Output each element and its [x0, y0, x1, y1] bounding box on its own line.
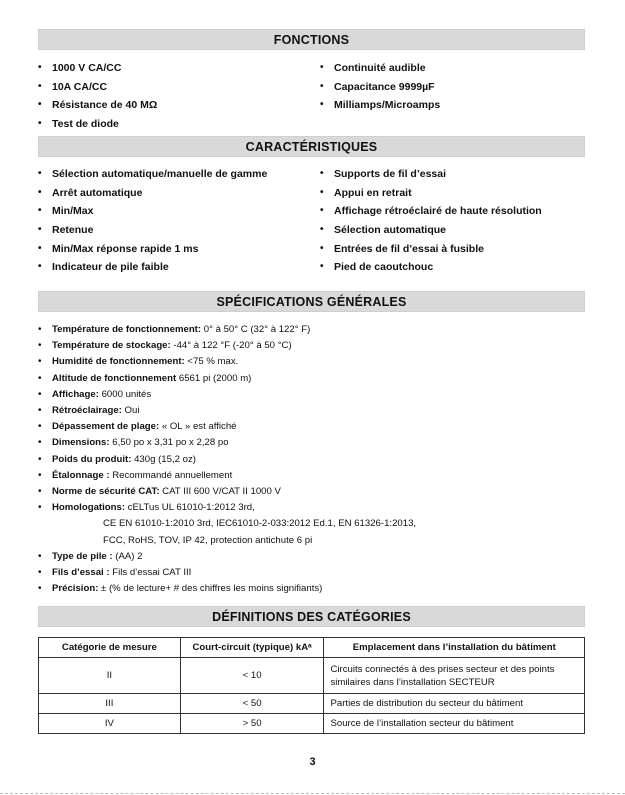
spec-value: « OL » est affiché [159, 421, 237, 433]
table-cell: III [39, 694, 181, 714]
list-item [38, 500, 598, 549]
list-item: • 1000 V CA/CC [38, 59, 308, 78]
spec-label: Fils d’essai : [52, 567, 110, 579]
spec-value: 6561 pi (2000 m) [176, 372, 252, 384]
page-edge-divider [0, 793, 625, 794]
list-item: • Appui en retrait [320, 184, 600, 203]
spec-label: Type de pile : [52, 550, 113, 562]
list-item [38, 452, 598, 468]
table-cell: > 50 [180, 714, 324, 734]
list-item [38, 371, 598, 387]
table-cell: Source de l’installation secteur du bâtiment [324, 714, 585, 734]
table-cell: < 50 [180, 694, 324, 714]
list-item [38, 354, 598, 370]
spec-value: 6000 unités [98, 388, 152, 400]
list-item: • Affichage rétroéclairé de haute résolution [320, 202, 600, 221]
list-item [38, 403, 598, 419]
spec-label: Homologations: [52, 502, 126, 514]
page-number: 3 [309, 756, 316, 768]
list-item [38, 468, 598, 484]
spec-value: (AA) 2 [112, 550, 143, 562]
spec-label: Poids du produit: [52, 453, 132, 465]
spec-value: 0° à 50° C (32° à 122° F) [201, 324, 311, 335]
list-item [38, 322, 598, 338]
spec-value: 430g (15,2 oz) [131, 453, 196, 465]
list-item [38, 581, 598, 597]
functions-heading: FONCTIONS [38, 29, 585, 50]
features-list-left [38, 165, 318, 277]
spec-label: Température de fonctionnement: [52, 324, 202, 335]
table-cell: < 10 [180, 658, 324, 694]
spec-label: Dimensions: [52, 437, 110, 449]
spec-value: ± (% de lecture+ # des chiffres les moins signifiants) [98, 583, 323, 595]
table-row [39, 694, 585, 714]
spec-label: Affichage: [52, 388, 99, 400]
list-item [38, 387, 598, 403]
features-list-right [320, 165, 600, 277]
column-header: Catégorie de mesure [39, 638, 181, 658]
spec-value-continued: FCC, RoHS, TOV, IP 42, protection antichute 6 pi [103, 534, 313, 546]
spec-label: Humidité de fonctionnement: [52, 356, 185, 368]
spec-label: Précision: [52, 583, 99, 595]
spec-label: Température de stockage: [52, 340, 171, 352]
list-item: • Test de diode [38, 115, 308, 134]
list-item: • Min/Max réponse rapide 1 ms [38, 240, 318, 259]
spec-label: Dépassement de plage: [52, 421, 160, 433]
column-header: Court-circuit (typique) kAᵃ [180, 638, 324, 658]
specs-heading: SPÉCIFICATIONS GÉNÉRALES [38, 291, 585, 312]
table-cell: Parties de distribution du secteur du bâtiment [324, 694, 585, 714]
list-item: • Résistance de 40 MΩ [38, 96, 308, 115]
functions-list-left [38, 59, 308, 134]
list-item: • Capacitance 9999µF [320, 78, 590, 97]
categories-table [38, 637, 585, 734]
list-item: • 10A CA/CC [38, 78, 308, 97]
column-header: Emplacement dans l’installation du bâtiment [324, 638, 585, 658]
spec-value: -44° à 122 °F (-20° à 50 °C) [170, 340, 292, 352]
list-item [38, 549, 598, 565]
spec-label: Altitude de fonctionnement [52, 372, 177, 384]
spec-value: Fils d’essai CAT III [109, 567, 192, 579]
table-cell: Circuits connectés à des prises secteur et des points similaires dans l’installation SECTEUR [324, 658, 585, 694]
spec-value: CAT III 600 V/CAT II 1000 V [159, 486, 281, 498]
functions-list-right [320, 59, 590, 115]
spec-value: <75 % max. [184, 356, 239, 368]
table-cell: IV [39, 714, 181, 734]
list-item [38, 435, 598, 451]
list-item: • Min/Max [38, 202, 318, 221]
spec-label: Norme de sécurité CAT: [52, 486, 160, 498]
list-item [38, 565, 598, 581]
list-item: • Retenue [38, 221, 318, 240]
spec-value: Oui [121, 405, 140, 417]
list-item: • Milliamps/Microamps [320, 96, 590, 115]
features-heading: CARACTÉRISTIQUES [38, 136, 585, 157]
list-item: • Entrées de fil d’essai à fusible [320, 240, 600, 259]
spec-label: Étalonnage : [52, 469, 110, 481]
table-row [39, 714, 585, 734]
spec-value-continued: CE EN 61010-1:2010 3rd, IEC61010-2-033:2012 Ed.1, EN 61326-1:2013, [103, 518, 417, 530]
spec-label: Rétroéclairage: [52, 405, 122, 417]
table-row [39, 658, 585, 694]
list-item [38, 338, 598, 354]
categories-heading: DÉFINITIONS DES CATÉGORIES [38, 606, 585, 627]
spec-value: Recommandé annuellement [109, 469, 233, 481]
list-item: • Arrêt automatique [38, 184, 318, 203]
spec-value: 6,50 po x 3,31 po x 2,28 po [109, 437, 229, 449]
specs-list [38, 322, 598, 597]
list-item: • Sélection automatique [320, 221, 600, 240]
table-header-row [39, 638, 585, 658]
spec-value: cELTus UL 61010-1:2012 3rd, [125, 502, 255, 514]
list-item [38, 419, 598, 435]
list-item: • Supports de fil d’essai [320, 165, 600, 184]
list-item: • Pied de caoutchouc [320, 258, 600, 277]
table-cell: II [39, 658, 181, 694]
list-item: • Sélection automatique/manuelle de gamme [38, 165, 318, 184]
list-item: • Continuité audible [320, 59, 590, 78]
list-item: • Indicateur de pile faible [38, 258, 318, 277]
list-item [38, 484, 598, 500]
